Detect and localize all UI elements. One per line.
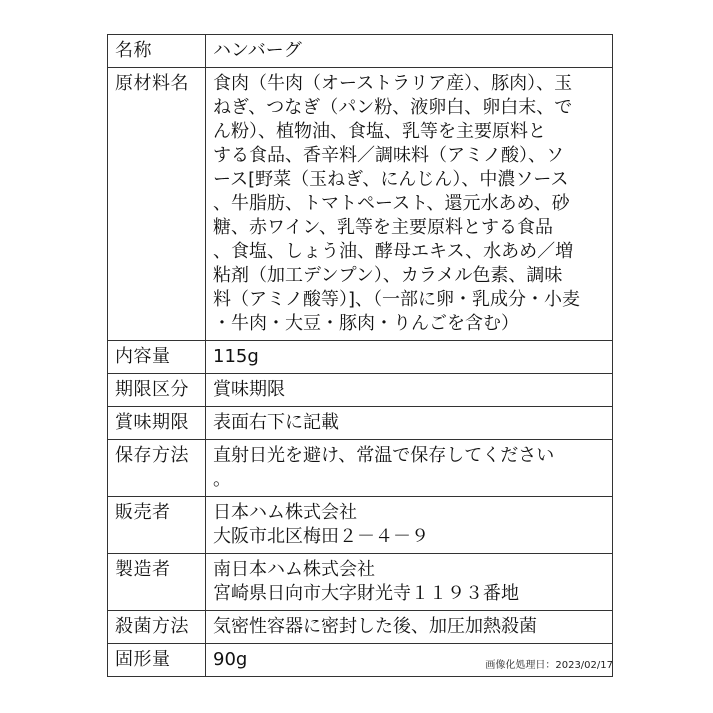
label-best-before: 賞味期限 (108, 407, 206, 440)
row-manufacturer (108, 554, 613, 611)
food-label-table (107, 34, 613, 677)
value-line: 食肉（牛肉（オーストラリア産）、豚肉）、玉 (213, 73, 573, 94)
value-sterilization (206, 611, 613, 644)
label-seller: 販売者 (108, 497, 206, 554)
label-sterilization: 殺菌方法 (108, 611, 206, 644)
value-line: 糖、赤ワイン、乳等を主要原料とする食品 (213, 217, 554, 238)
row-ingredients (108, 68, 613, 341)
value-line: 宮崎県日向市大字財光寺１１９３番地 (213, 583, 519, 604)
value-best-before (206, 407, 613, 440)
value-manufacturer (206, 554, 613, 611)
row-content-amount (108, 341, 613, 374)
value-line: 表面右下に記載 (213, 412, 339, 433)
label-manufacturer: 製造者 (108, 554, 206, 611)
value-line: 日本ハム株式会社 (213, 502, 357, 523)
value-name (206, 35, 613, 68)
value-line: 賞味期限 (213, 379, 285, 400)
value-storage (206, 440, 613, 497)
value-line: ース[野菜（玉ねぎ、にんじん）、中濃ソース (213, 169, 569, 190)
row-seller (108, 497, 613, 554)
value-seller (206, 497, 613, 554)
value-expiry-type (206, 374, 613, 407)
value-line: 90g (213, 649, 248, 670)
row-name (108, 35, 613, 68)
row-expiry-type (108, 374, 613, 407)
value-line: 直射日光を避け、常温で保存してください (213, 445, 555, 466)
value-line: 、食塩、しょう油、酵母エキス、水あめ／増 (213, 241, 574, 262)
label-storage: 保存方法 (108, 440, 206, 497)
value-content-amount (206, 341, 613, 374)
label-content-amount: 内容量 (108, 341, 206, 374)
value-line: 115g (213, 346, 259, 367)
row-sterilization (108, 611, 613, 644)
value-line: ん粉）、植物油、食塩、乳等を主要原料と (213, 121, 546, 142)
value-line: ねぎ、つなぎ（パン粉、液卵白、卵白末、で (213, 97, 573, 118)
label-name: 名称 (108, 35, 206, 68)
label-expiry-type: 期限区分 (108, 374, 206, 407)
value-line: する食品、香辛料／調味料（アミノ酸）、ソ (213, 145, 564, 166)
value-line: 気密性容器に密封した後、加圧加熱殺菌 (213, 616, 537, 637)
value-line: 、牛脂肪、トマトペースト、還元水あめ、砂 (213, 193, 570, 214)
value-line: 粘剤（加工デンプン）、カラメル色素、調味 (213, 265, 563, 286)
value-ingredients (206, 68, 613, 341)
image-processing-date: 画像化処理日：2023/02/17 (485, 660, 613, 671)
row-best-before (108, 407, 613, 440)
label-ingredients: 原材料名 (108, 68, 206, 341)
value-line: 大阪市北区梅田２－４－９ (213, 526, 429, 547)
label-solid-amount: 固形量 (108, 644, 206, 677)
value-line: 。 (213, 469, 231, 490)
value-line: 南日本ハム株式会社 (213, 559, 375, 580)
value-line: ハンバーグ (213, 40, 302, 61)
value-line: 料（アミノ酸等）]、（一部に卵・乳成分・小麦 (213, 289, 581, 310)
value-line: ・牛肉・大豆・豚肉・りんごを含む） (213, 313, 519, 334)
row-storage (108, 440, 613, 497)
